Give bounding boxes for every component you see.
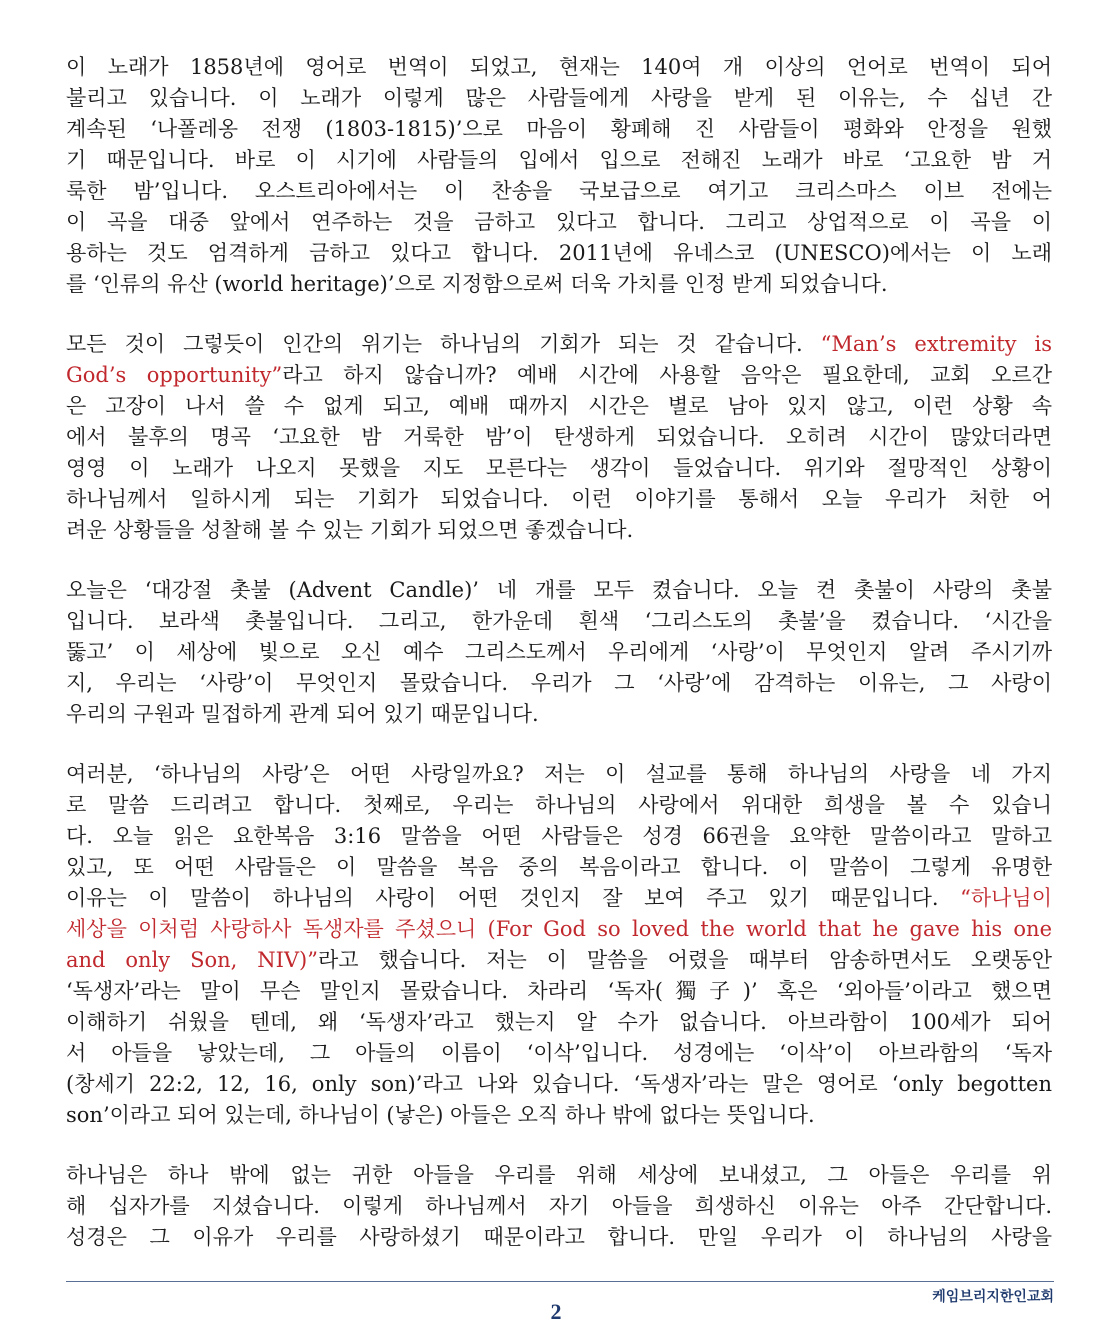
text-segment: 있고, 또 어떤 사람들은 이 말씀을 복음 중의 복음이라고 합니다. 이 말씀이 그렇게 유명한 — [66, 855, 1052, 879]
text-segment: 룩한 밤’입니다. 오스트리아에서는 이 찬송을 국보급으로 여기고 크리스마스 이브 전에는 — [66, 179, 1052, 203]
highlighted-quote: 세상을 이처럼 사랑하사 독생자를 주셨으니 (For God so loved the world that he gave his one — [66, 917, 1052, 941]
text-line — [66, 945, 1052, 976]
text-line — [66, 883, 1052, 914]
paragraph — [66, 52, 1052, 300]
text-segment: 이 곡을 대중 앞에서 연주하는 것을 금하고 있다고 합니다. 그리고 상업적으로 이 곡을 이 — [66, 210, 1052, 234]
text-line — [66, 699, 1052, 730]
text-segment: 우리의 구원과 밀접하게 관계 되어 있기 때문입니다. — [66, 702, 539, 726]
text-line — [66, 1160, 1052, 1191]
text-segment: 에서 불후의 명곡 ‘고요한 밤 거룩한 밤’이 탄생하게 되었습니다. 오히려 시간이 많았더라면 — [66, 425, 1052, 449]
text-line — [66, 515, 1052, 546]
text-segment: 모든 것이 그렇듯이 인간의 위기는 하나님의 기회가 되는 것 같습니다. — [66, 332, 821, 356]
text-line — [66, 668, 1052, 699]
text-segment: 이해하기 쉬웠을 텐데, 왜 ‘독생자’라고 했는지 알 수가 없습니다. 아브라함이 100세가 되어 — [66, 1010, 1052, 1034]
text-segment: 뚫고’ 이 세상에 빛으로 오신 예수 그리스도께서 우리에게 ‘사랑’이 무엇인지 알려 주시기까 — [66, 640, 1052, 664]
text-segment: (창세기 22:2, 12, 16, only son)’라고 나와 있습니다. ‘독생자’라는 말은 영어로 ‘only begotten — [66, 1072, 1052, 1096]
text-segment: son’이라고 되어 있는데, 하나님이 (낳은) 아들은 오직 하나 밖에 없다는 뜻입니다. — [66, 1103, 815, 1127]
text-line — [66, 269, 1052, 300]
text-segment: 하나님께서 일하시게 되는 기회가 되었습니다. 이런 이야기를 통해서 오늘 우리가 처한 어 — [66, 487, 1052, 511]
text-segment: 불리고 있습니다. 이 노래가 이렇게 많은 사람들에게 사랑을 받게 된 이유는, 수 십년 간 — [66, 86, 1052, 110]
page-number: 2 — [550, 1299, 562, 1324]
page-body — [66, 52, 1052, 1282]
text-line — [66, 360, 1052, 391]
paragraph — [66, 759, 1052, 1131]
text-line — [66, 52, 1052, 83]
text-segment: 성경은 그 이유가 우리를 사랑하셨기 때문이라고 합니다. 만일 우리가 이 하나님의 사랑을 — [66, 1225, 1052, 1249]
text-segment: 용하는 것도 엄격하게 금하고 있다고 합니다. 2011년에 유네스코 (UNESCO)에서는 이 노래 — [66, 241, 1052, 265]
text-line — [66, 606, 1052, 637]
text-line — [66, 207, 1052, 238]
paragraph — [66, 1160, 1052, 1253]
text-segment: 이유는 이 말씀이 하나님의 사랑이 어떤 것인지 잘 보여 주고 있기 때문입니다. — [66, 886, 961, 910]
text-line — [66, 1038, 1052, 1069]
text-segment: 입니다. 보라색 촛불입니다. 그리고, 한가운데 흰색 ‘그리스도의 촛불’을 켰습니다. ‘시간을 — [66, 609, 1052, 633]
paragraph — [66, 575, 1052, 730]
text-segment: 하나님은 하나 밖에 없는 귀한 아들을 우리를 위해 세상에 보내셨고, 그 아들은 우리를 위 — [66, 1163, 1052, 1187]
text-segment: 오늘은 ‘대강절 촛불 (Advent Candle)’ 네 개를 모두 켰습니다. 오늘 켠 촛불이 사랑의 촛불 — [66, 578, 1052, 602]
text-segment: 라고 했습니다. 저는 이 말씀을 어렸을 때부터 암송하면서도 오랫동안 — [317, 948, 1052, 972]
text-segment: ‘독생자’라는 말이 무슨 말인지 몰랐습니다. 차라리 ‘독자(獨子)’ 혹은 ‘외아들’이라고 했으면 — [66, 979, 1052, 1003]
text-segment: 이 노래가 1858년에 영어로 번역이 되었고, 현재는 140여 개 이상의 언어로 번역이 되어 — [66, 55, 1052, 79]
text-segment: 다. 오늘 읽은 요한복음 3:16 말씀을 어떤 사람들은 성경 66권을 요약한 말씀이라고 말하고 — [66, 824, 1052, 848]
text-line — [66, 391, 1052, 422]
highlighted-quote: “하나님이 — [960, 886, 1052, 910]
text-line — [66, 114, 1052, 145]
text-line — [66, 145, 1052, 176]
text-line — [66, 329, 1052, 360]
text-segment: 려운 상황들을 성찰해 볼 수 있는 기회가 되었으면 좋겠습니다. — [66, 518, 634, 542]
text-segment: 영영 이 노래가 나오지 못했을 지도 모른다는 생각이 들었습니다. 위기와 절망적인 상황이 — [66, 456, 1052, 480]
text-line — [66, 422, 1052, 453]
text-line — [66, 1007, 1052, 1038]
text-segment: 해 십자가를 지셨습니다. 이렇게 하나님께서 자기 아들을 희생하신 이유는 아주 간단합니다. — [66, 1194, 1052, 1218]
text-line — [66, 790, 1052, 821]
text-segment: 기 때문입니다. 바로 이 시기에 사람들의 입에서 입으로 전해진 노래가 바로 ‘고요한 밤 거 — [66, 148, 1052, 172]
text-line — [66, 852, 1052, 883]
text-segment: 로 말씀 드리려고 합니다. 첫째로, 우리는 하나님의 사랑에서 위대한 희생을 볼 수 있습니 — [66, 793, 1052, 817]
text-line — [66, 575, 1052, 606]
highlighted-quote: “Man’s extremity is — [820, 332, 1053, 356]
text-line — [66, 453, 1052, 484]
text-segment: 여러분, ‘하나님의 사랑’은 어떤 사랑일까요? 저는 이 설교를 통해 하나님의 사랑을 네 가지 — [66, 762, 1052, 786]
text-segment: 서 아들을 낳았는데, 그 아들의 이름이 ‘이삭’입니다. 성경에는 ‘이삭’이 아브라함의 ‘독자 — [66, 1041, 1052, 1065]
text-line — [66, 637, 1052, 668]
text-line — [66, 914, 1052, 945]
text-line — [66, 238, 1052, 269]
text-line — [66, 1100, 1052, 1131]
text-line — [66, 484, 1052, 515]
footer-divider — [66, 1281, 1054, 1282]
text-line — [66, 83, 1052, 114]
highlighted-quote: God’s opportunity” — [66, 363, 283, 387]
text-segment: 계속된 ‘나폴레옹 전쟁 (1803-1815)’으로 마음이 황폐해 진 사람들이 평화와 안정을 원했 — [66, 117, 1052, 141]
footer-church-name: 케임브리지한인교회 — [932, 1289, 1054, 1305]
highlighted-quote: and only Son, NIV)” — [66, 948, 318, 972]
paragraph — [66, 329, 1052, 546]
text-line — [66, 821, 1052, 852]
text-line — [66, 976, 1052, 1007]
text-line — [66, 1191, 1052, 1222]
text-segment: 를 ‘인류의 유산 (world heritage)’으로 지정함으로써 더욱 가치를 인정 받게 되었습니다. — [66, 272, 888, 296]
text-line — [66, 1069, 1052, 1100]
text-line — [66, 1222, 1052, 1253]
text-line — [66, 176, 1052, 207]
text-line — [66, 759, 1052, 790]
text-segment: 라고 하지 않습니까? 예배 시간에 사용할 음악은 필요한데, 교회 오르간 — [282, 363, 1052, 387]
text-segment: 지, 우리는 ‘사랑’이 무엇인지 몰랐습니다. 우리가 그 ‘사랑’에 감격하는 이유는, 그 사랑이 — [66, 671, 1052, 695]
text-segment: 은 고장이 나서 쓸 수 없게 되고, 예배 때까지 시간은 별로 남아 있지 않고, 이런 상황 속 — [66, 394, 1052, 418]
